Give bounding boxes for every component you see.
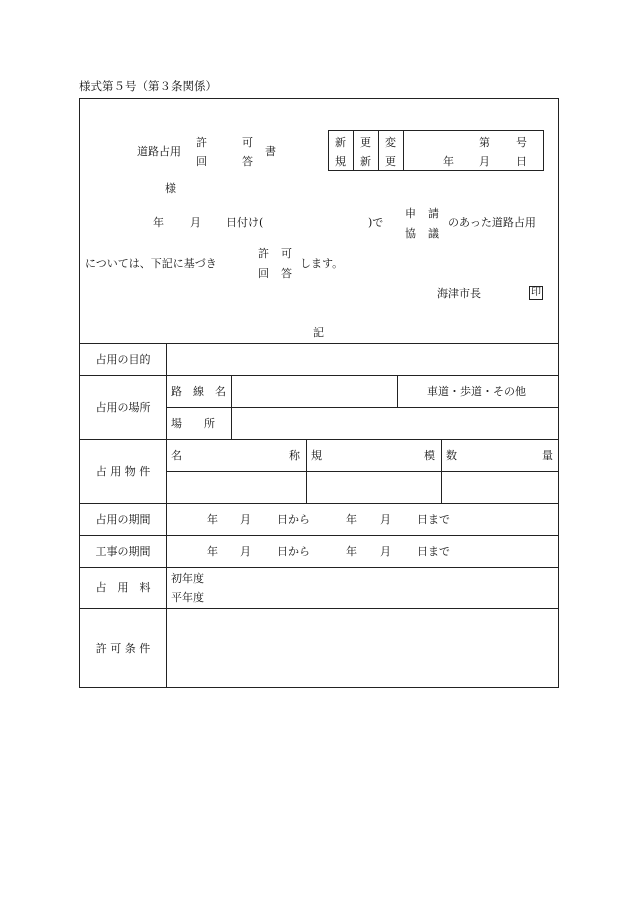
fee-normal-year: 平年度 xyxy=(171,591,204,604)
work-to-day: 日まで xyxy=(417,545,450,558)
body1-consult-2: 議 xyxy=(428,227,439,240)
body2-permit-2: 可 xyxy=(281,247,292,260)
place-label: 占用の場所 xyxy=(95,401,151,414)
location-label: 場 所 xyxy=(171,417,215,430)
title-permit-2: 可 xyxy=(242,136,253,149)
issuer-name: 海津市長 xyxy=(437,287,481,300)
body1-suffix: のあった道路占用 xyxy=(448,216,536,229)
number-go: 号 xyxy=(516,136,527,149)
body1-month: 月 xyxy=(190,216,201,229)
work-from-year: 年 xyxy=(207,545,218,558)
work-to-year: 年 xyxy=(346,545,357,558)
object-quantity-header-2: 量 xyxy=(542,449,553,462)
body1-year: 年 xyxy=(153,216,164,229)
period-from-month: 月 xyxy=(240,513,251,526)
purpose-label: 占用の目的 xyxy=(95,353,151,366)
ki-label: 記 xyxy=(313,326,324,339)
date-month: 月 xyxy=(479,155,490,168)
body1-close: )で xyxy=(368,216,384,229)
period-label: 占用の期間 xyxy=(95,513,151,526)
body2-reply-1: 回 xyxy=(258,267,269,280)
form-number: 様式第５号（第３条関係） xyxy=(79,79,217,93)
seal-mark: 印 xyxy=(531,287,541,298)
work-from-day: 日から xyxy=(277,545,310,558)
work-period-label: 工事の期間 xyxy=(95,545,151,558)
body2-prefix: については、下記に基づき xyxy=(85,257,217,270)
body1-consult-1: 協 xyxy=(405,227,416,240)
number-dai: 第 xyxy=(479,136,490,149)
period-from-year: 年 xyxy=(207,513,218,526)
period-to-day: 日まで xyxy=(417,513,450,526)
fee-label: 占 用 料 xyxy=(95,581,151,594)
object-name-header-2: 称 xyxy=(289,449,300,462)
body2-suffix: します。 xyxy=(300,257,344,270)
body1-dated: 日付け( xyxy=(226,216,264,229)
title-reply-1: 回 xyxy=(196,155,207,168)
period-from-day: 日から xyxy=(277,513,310,526)
period-to-month: 月 xyxy=(380,513,391,526)
road-types-text: 車道・歩道・その他 xyxy=(427,385,526,398)
date-year: 年 xyxy=(443,155,454,168)
title-prefix: 道路占用 xyxy=(137,145,181,158)
object-scale-header-2: 模 xyxy=(424,449,435,462)
work-to-month: 月 xyxy=(380,545,391,558)
object-quantity-header-1: 数 xyxy=(446,449,457,462)
type-change-1: 変 xyxy=(385,136,396,149)
body2-permit-1: 許 xyxy=(258,247,269,260)
type-change-2: 更 xyxy=(385,155,396,168)
type-renew-2: 新 xyxy=(360,155,371,168)
objects-label: 占 用 物 件 xyxy=(95,465,151,478)
period-to-year: 年 xyxy=(346,513,357,526)
body2-reply-2: 答 xyxy=(281,267,292,280)
object-scale-header-1: 規 xyxy=(311,449,322,462)
date-day: 日 xyxy=(516,155,527,168)
addressee-sama: 様 xyxy=(165,182,176,195)
type-new-2: 規 xyxy=(335,155,346,168)
conditions-label: 許 可 条 件 xyxy=(95,642,151,655)
type-new-1: 新 xyxy=(335,136,346,149)
route-name-label: 路 線 名 xyxy=(171,385,226,398)
work-from-month: 月 xyxy=(240,545,251,558)
fee-first-year: 初年度 xyxy=(171,572,204,585)
body1-apply-2: 請 xyxy=(428,207,439,220)
object-name-header-1: 名 xyxy=(171,449,182,462)
title-permit-1: 許 xyxy=(196,136,207,149)
title-suffix: 書 xyxy=(265,145,276,158)
title-reply-2: 答 xyxy=(242,155,253,168)
body1-apply-1: 申 xyxy=(405,207,416,220)
type-renew-1: 更 xyxy=(360,136,371,149)
